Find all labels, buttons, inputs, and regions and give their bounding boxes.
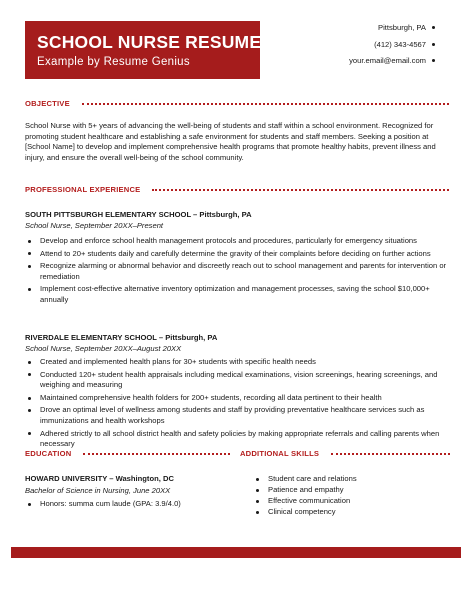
list-item: Adhered strictly to all school district health and safety policies by making appropriate referrals and calling parents when necessary bbox=[25, 429, 450, 450]
skills-heading-label: ADDITIONAL SKILLS bbox=[240, 449, 320, 458]
bullet-icon bbox=[432, 59, 435, 62]
list-item: Attend to 20+ students daily and carefully determine the gravity of their complaints before deciding on further actions bbox=[25, 249, 450, 260]
list-item: Student care and relations bbox=[253, 474, 450, 485]
section-divider bbox=[331, 453, 450, 455]
footer-bar bbox=[11, 547, 461, 558]
job-title: SOUTH PITTSBURGH ELEMENTARY SCHOOL – Pittsburgh, PA bbox=[25, 210, 252, 219]
job-title: RIVERDALE ELEMENTARY SCHOOL – Pittsburgh, PA bbox=[25, 333, 218, 342]
education-bullets bbox=[25, 499, 230, 512]
contact-info bbox=[349, 20, 426, 70]
list-item: Develop and enforce school health management protocols and procedures, particularly for emergency situations bbox=[25, 236, 450, 247]
job-bullets bbox=[25, 357, 450, 452]
contact-phone-text: (412) 343-4567 bbox=[374, 39, 426, 49]
contact-location bbox=[349, 20, 426, 37]
education-heading-label: EDUCATION bbox=[25, 449, 72, 458]
list-item: Honors: summa cum laude (GPA: 3.9/4.0) bbox=[25, 499, 230, 510]
objective-heading-label: OBJECTIVE bbox=[25, 99, 70, 108]
list-item: Implement cost-effective alternative inventory optimization and management processes, saving the school $10,000+ annually bbox=[25, 284, 450, 305]
resume-subtitle: Example by Resume Genius bbox=[37, 56, 190, 68]
job-bullets bbox=[25, 236, 450, 308]
section-divider bbox=[82, 103, 449, 105]
list-item: Patience and empathy bbox=[253, 485, 450, 496]
education-degree: Bachelor of Science in Nursing, June 20XX bbox=[25, 486, 171, 495]
resume-title: SCHOOL NURSE RESUME bbox=[37, 32, 262, 52]
bullet-icon bbox=[432, 43, 435, 46]
list-item: Clinical competency bbox=[253, 507, 450, 518]
skills-heading bbox=[240, 449, 450, 458]
list-item: Effective communication bbox=[253, 496, 450, 507]
job-subtitle: School Nurse, September 20XX–Present bbox=[25, 221, 164, 230]
title-banner bbox=[25, 21, 260, 79]
list-item: Created and implemented health plans for 30+ students with specific health needs bbox=[25, 357, 450, 368]
contact-phone bbox=[349, 37, 426, 54]
objective-heading bbox=[25, 99, 449, 108]
contact-location-text: Pittsburgh, PA bbox=[378, 23, 426, 32]
education-school: HOWARD UNIVERSITY – Washington, DC bbox=[25, 474, 174, 483]
experience-heading bbox=[25, 185, 449, 194]
list-item: Conducted 120+ student health appraisals including medical examinations, vision screenings, hearing screenings, and weighing and measuring bbox=[25, 370, 450, 391]
contact-email-text: your.email@email.com bbox=[349, 56, 426, 65]
list-item: Recognize alarming or abnormal behavior and discreetly reach out to school management and parents for intervention or remediation bbox=[25, 261, 450, 282]
section-divider bbox=[152, 189, 449, 191]
bullet-icon bbox=[432, 26, 435, 29]
experience-heading-label: PROFESSIONAL EXPERIENCE bbox=[25, 185, 141, 194]
contact-email bbox=[349, 53, 426, 70]
list-item: Drove an optimal level of wellness among students and staff by providing preventative healthcare services such as immunizations and health workshops bbox=[25, 405, 450, 426]
list-item: Maintained comprehensive health folders for 200+ students, recording all data pertinent to their health bbox=[25, 393, 450, 404]
skills-list bbox=[253, 474, 450, 518]
education-heading bbox=[25, 449, 230, 458]
objective-text: School Nurse with 5+ years of advancing the well-being of students and staff within a school environment. Recognized for promoting student healthcare and establishing a safe environment for students and staff members. Seeking a position at [School Name] to develop and implement comprehensive health programs that promote healthy habits, prevent illness and injury, and ensure the overall well-being of the school community. bbox=[25, 121, 436, 162]
job-subtitle: School Nurse, September 20XX–August 20XX bbox=[25, 344, 182, 353]
section-divider bbox=[83, 453, 230, 455]
